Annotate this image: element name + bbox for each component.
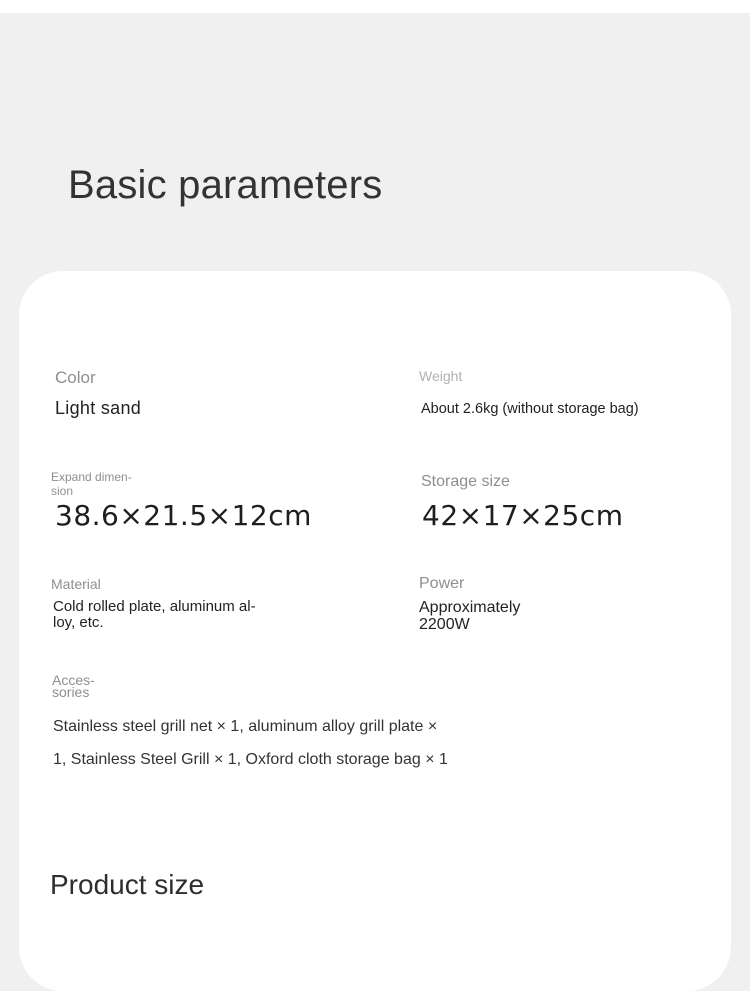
page-title: Basic parameters — [68, 163, 383, 207]
material-value — [53, 599, 256, 631]
expand-dimension-label-line2: sion — [51, 484, 74, 498]
accessories-label — [52, 674, 95, 698]
color-value: Light sand — [55, 398, 142, 418]
weight-label: Weight — [419, 368, 463, 384]
expand-dimension-label — [51, 470, 132, 498]
accessories-value-line2: 1, Stainless Steel Grill × 1, Oxford cloth storage bag × 1 — [53, 751, 448, 768]
product-size-heading: Product size — [50, 869, 205, 900]
accessories-value — [53, 710, 448, 776]
accessories-label-line2: sories — [52, 684, 90, 700]
material-label: Material — [51, 576, 101, 592]
material-value-line2: loy, etc. — [53, 614, 104, 631]
storage-size-value: 42×17×25cm — [422, 499, 624, 532]
accessories-value-line1: Stainless steel grill net × 1, aluminum alloy grill plate × — [53, 718, 438, 735]
power-value — [419, 599, 520, 633]
color-label: Color — [55, 368, 96, 387]
accessories-label-line1: Acces- — [52, 672, 95, 688]
material-value-line1: Cold rolled plate, aluminum al- — [53, 598, 256, 615]
weight-value: About 2.6kg (without storage bag) — [421, 401, 639, 417]
power-value-line1: Approximately — [419, 599, 521, 616]
power-value-line2: 2200W — [419, 616, 470, 633]
expand-dimension-value: 38.6×21.5×12cm — [55, 499, 312, 532]
storage-size-label: Storage size — [421, 473, 510, 490]
expand-dimension-label-line1: Expand dimen- — [51, 470, 132, 484]
top-strip — [0, 0, 750, 13]
power-label: Power — [419, 575, 465, 592]
